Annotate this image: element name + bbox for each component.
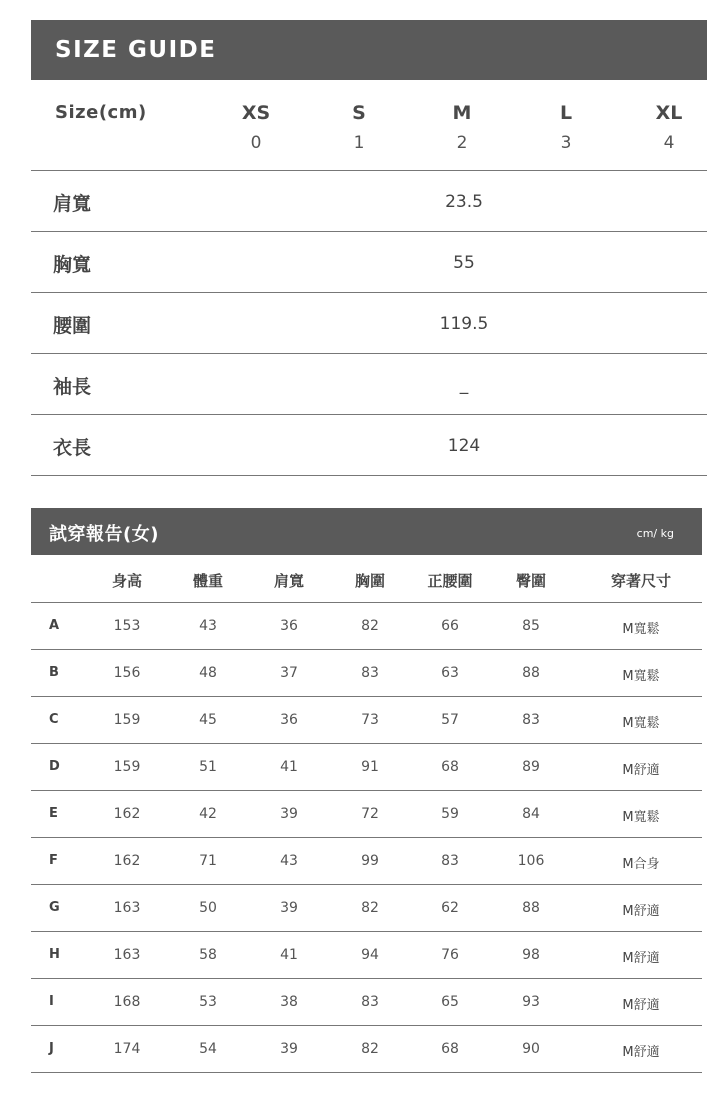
table-row — [31, 603, 702, 650]
measurement-row-sleeve — [31, 354, 707, 415]
cell-shoulder: 36 — [280, 712, 298, 728]
cell-weight: 51 — [199, 759, 217, 775]
cell-height: 162 — [113, 806, 141, 822]
cell-hip: 85 — [522, 618, 540, 634]
row-id: E — [49, 806, 58, 821]
cell-weight: 45 — [199, 712, 217, 728]
row-id: J — [49, 1041, 54, 1056]
size-letter: XS — [241, 102, 271, 124]
size-guide-title: SIZE GUIDE — [55, 37, 217, 63]
cell-bust: 83 — [361, 665, 379, 681]
cell-fit-size: M寬鬆 — [622, 810, 660, 825]
column-header-shoulder: 肩寬 — [273, 572, 304, 590]
cell-shoulder: 39 — [280, 1041, 298, 1057]
size-letter: S — [352, 102, 366, 124]
column-header-weight: 體重 — [192, 572, 223, 590]
cell-fit-size: M舒適 — [622, 904, 660, 919]
row-id: G — [49, 900, 60, 915]
cell-waist: 57 — [441, 712, 459, 728]
cell-fit-size: M舒適 — [622, 1045, 660, 1060]
size-guide-table — [31, 20, 707, 476]
measurement-label: 腰圍 — [53, 315, 92, 337]
size-letter: M — [452, 102, 472, 124]
cell-shoulder: 39 — [280, 806, 298, 822]
cell-height: 156 — [113, 665, 141, 681]
table-row — [31, 650, 702, 697]
cell-hip: 89 — [522, 759, 540, 775]
column-header-waist: 正腰圍 — [427, 572, 473, 590]
cell-shoulder: 41 — [280, 759, 298, 775]
cell-waist: 59 — [441, 806, 459, 822]
cell-waist: 62 — [441, 900, 459, 916]
measurement-row-length — [31, 415, 707, 476]
size-number: 2 — [456, 133, 468, 153]
cell-hip: 93 — [522, 994, 540, 1010]
cell-hip: 106 — [517, 853, 545, 869]
size-number: 4 — [663, 133, 675, 153]
measurement-value: _ — [459, 375, 469, 395]
row-id: H — [49, 947, 60, 962]
cell-weight: 43 — [199, 618, 217, 634]
cell-hip: 98 — [522, 947, 540, 963]
cell-waist: 63 — [441, 665, 459, 681]
measurement-label: 衣長 — [53, 437, 92, 459]
size-guide-header — [31, 20, 707, 80]
cell-height: 163 — [113, 900, 141, 916]
cell-weight: 71 — [199, 853, 217, 869]
column-header-bust: 胸圍 — [354, 572, 385, 590]
table-row — [31, 791, 702, 838]
fit-report-table — [31, 508, 702, 1073]
table-row — [31, 979, 702, 1026]
cell-height: 174 — [113, 1041, 141, 1057]
fit-report-column-headers — [31, 555, 702, 603]
fit-report-body — [31, 603, 702, 1073]
row-id: I — [49, 994, 54, 1009]
table-row — [31, 1026, 702, 1073]
measurement-label: 肩寬 — [53, 193, 92, 215]
table-row — [31, 744, 702, 791]
cell-hip: 88 — [522, 665, 540, 681]
size-column-s — [329, 102, 389, 153]
cell-hip: 88 — [522, 900, 540, 916]
row-id: D — [49, 759, 60, 774]
cell-waist: 68 — [441, 1041, 459, 1057]
table-row — [31, 932, 702, 979]
unit-label: cm/ kg — [636, 527, 674, 540]
size-column-xl — [639, 102, 699, 153]
measurement-value: 119.5 — [439, 314, 489, 334]
cell-bust: 82 — [361, 618, 379, 634]
size-letter: L — [559, 102, 573, 124]
measurement-row-waist — [31, 293, 707, 354]
cell-bust: 73 — [361, 712, 379, 728]
cell-bust: 82 — [361, 1041, 379, 1057]
cell-height: 159 — [113, 759, 141, 775]
cell-height: 162 — [113, 853, 141, 869]
cell-bust: 83 — [361, 994, 379, 1010]
row-id: A — [49, 618, 60, 633]
measurement-row-shoulder — [31, 171, 707, 232]
measurement-label: 袖長 — [53, 376, 92, 398]
cell-shoulder: 38 — [280, 994, 298, 1010]
column-header-hip: 臀圍 — [515, 572, 546, 590]
column-header-fit-size: 穿著尺寸 — [610, 572, 671, 590]
cell-shoulder: 36 — [280, 618, 298, 634]
size-number: 0 — [250, 133, 262, 153]
measurement-row-chest — [31, 232, 707, 293]
cell-fit-size: M寬鬆 — [622, 622, 660, 637]
cell-weight: 42 — [199, 806, 217, 822]
cell-waist: 66 — [441, 618, 459, 634]
table-row — [31, 885, 702, 932]
fit-report-header — [31, 508, 702, 555]
row-id: F — [49, 853, 58, 868]
cell-height: 153 — [113, 618, 141, 634]
cell-hip: 90 — [522, 1041, 540, 1057]
cell-bust: 94 — [361, 947, 379, 963]
cell-bust: 82 — [361, 900, 379, 916]
cell-waist: 76 — [441, 947, 459, 963]
size-number: 3 — [560, 133, 572, 153]
fit-report-title: 試穿報告(女) — [49, 524, 159, 545]
cell-shoulder: 39 — [280, 900, 298, 916]
measurement-value: 23.5 — [445, 192, 483, 212]
cell-bust: 91 — [361, 759, 379, 775]
row-id: B — [49, 665, 59, 680]
cell-bust: 99 — [361, 853, 379, 869]
size-column-l — [536, 102, 596, 153]
cell-hip: 84 — [522, 806, 540, 822]
table-row — [31, 697, 702, 744]
cell-waist: 83 — [441, 853, 459, 869]
cell-weight: 48 — [199, 665, 217, 681]
cell-fit-size: M舒適 — [622, 998, 660, 1013]
size-unit-label: Size(cm) — [55, 102, 147, 123]
measurement-label: 胸寬 — [53, 254, 92, 276]
cell-height: 159 — [113, 712, 141, 728]
size-letter: XL — [655, 102, 683, 124]
table-row — [31, 838, 702, 885]
measurement-value: 55 — [453, 253, 475, 273]
measurement-value: 124 — [447, 436, 481, 456]
cell-hip: 83 — [522, 712, 540, 728]
size-number: 1 — [353, 133, 365, 153]
row-id: C — [49, 712, 59, 727]
size-header-row — [31, 80, 707, 171]
cell-shoulder: 43 — [280, 853, 298, 869]
cell-fit-size: M舒適 — [622, 763, 660, 778]
cell-waist: 68 — [441, 759, 459, 775]
column-header-height: 身高 — [111, 572, 142, 590]
cell-height: 163 — [113, 947, 141, 963]
cell-fit-size: M寬鬆 — [622, 669, 660, 684]
cell-fit-size: M合身 — [622, 857, 660, 872]
cell-height: 168 — [113, 994, 141, 1010]
cell-fit-size: M寬鬆 — [622, 716, 660, 731]
cell-fit-size: M舒適 — [622, 951, 660, 966]
cell-weight: 50 — [199, 900, 217, 916]
cell-weight: 54 — [199, 1041, 217, 1057]
cell-weight: 58 — [199, 947, 217, 963]
size-column-xs — [226, 102, 286, 153]
size-column-m — [432, 102, 492, 153]
cell-weight: 53 — [199, 994, 217, 1010]
cell-shoulder: 37 — [280, 665, 298, 681]
cell-shoulder: 41 — [280, 947, 298, 963]
cell-bust: 72 — [361, 806, 379, 822]
cell-waist: 65 — [441, 994, 459, 1010]
